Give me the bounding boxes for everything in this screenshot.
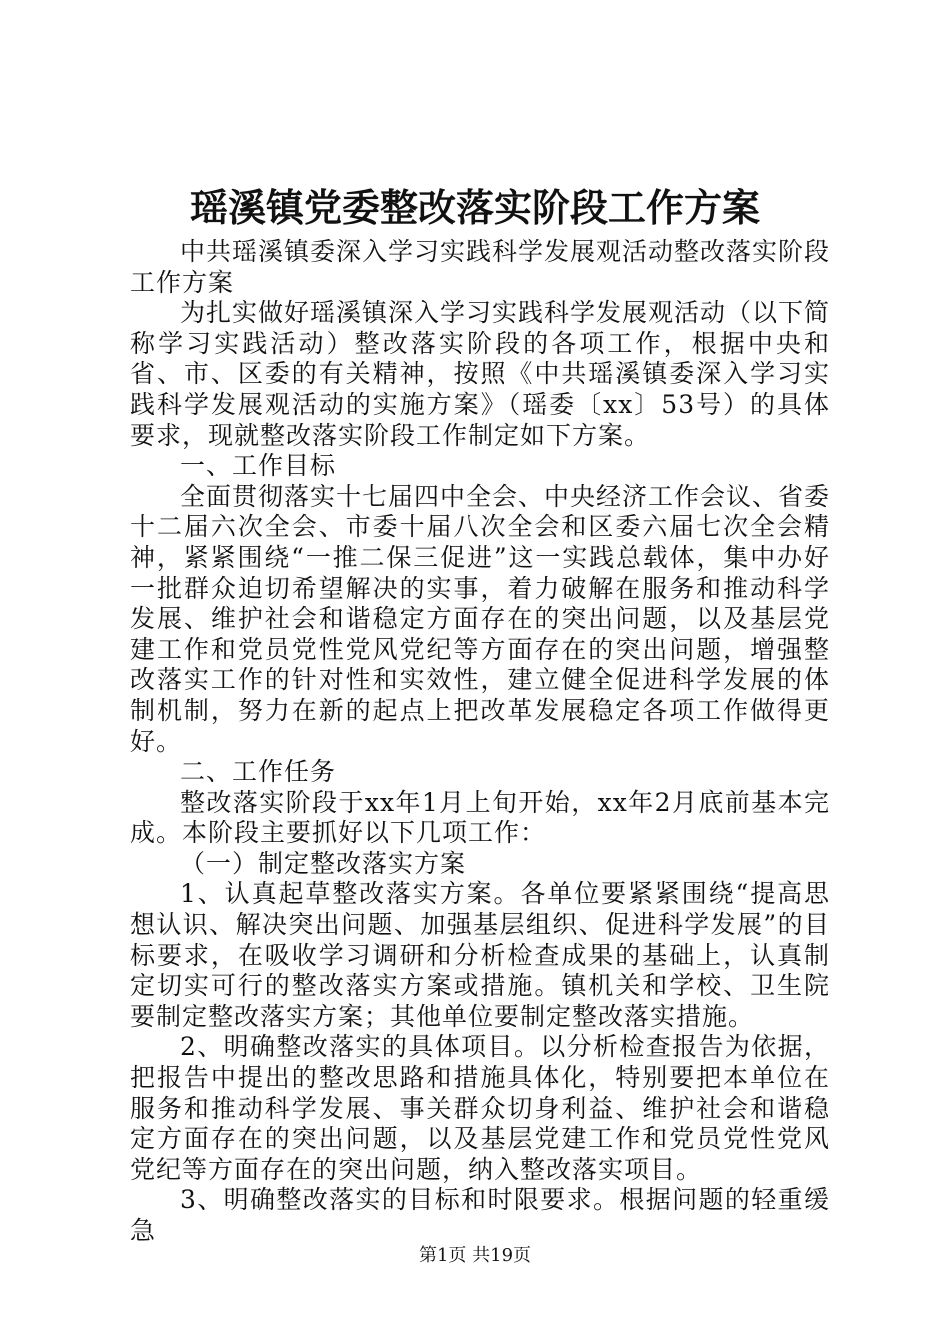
paragraph-item-2: 2、明确整改落实的具体项目。以分析检查报告为依据，把报告中提出的整改思路和措施具体化，特别要把本单位在服务和推动科学发展、事关群众切身利益、维护社会和谐稳定方面存在的突出问题，以及基层党建工作和党员党性党风党纪等方面存在的突出问题，纳入整改落实项目。: [130, 1032, 830, 1184]
paragraph-goals: 全面贯彻落实十七届四中全会、中央经济工作会议、省委十二届六次全会、市委十届八次全会和区委六届七次全会精神，紧紧围绕“一推二保三促进”这一实践总载体，集中办好一批群众迫切希望解决的实事，着力破解在服务和推动科学发展、维护社会和谐稳定方面存在的突出问题，以及基层党建工作和党员党性党风党纪等方面存在的突出问题，增强整改落实工作的针对性和实效性，建立健全促进科学发展的体制机制，努力在新的起点上把改革发展稳定各项工作做得更好。: [130, 481, 831, 756]
section-heading-goals: 一、工作目标: [180, 451, 337, 481]
paragraph-item-3: 3、明确整改落实的目标和时限要求。根据问题的轻重缓急: [130, 1185, 830, 1245]
paragraph-subtitle: 中共瑶溪镇委深入学习实践科学发展观活动整改落实阶段工作方案: [130, 237, 831, 297]
subsection-heading-plan: （一）制定整改落实方案: [180, 848, 467, 878]
paragraph-item-1: 1、认真起草整改落实方案。各单位要紧紧围绕“提高思想认识、解决突出问题、加强基层组织、促进科学发展”的目标要求，在吸收学习调研和分析检查成果的基础上，认真制定切实可行的整改落实方案或措施。镇机关和学校、卫生院要制定整改落实方案；其他单位要制定整改落实措施。: [130, 879, 830, 1031]
section-heading-tasks: 二、工作任务: [180, 757, 337, 787]
document-body: [130, 237, 830, 1247]
page-footer: 第1页 共19页: [418, 1245, 532, 1266]
paragraph-intro: 为扎实做好瑶溪镇深入学习实践科学发展观活动（以下简称学习实践活动）整改落实阶段的各项工作，根据中央和省、市、区委的有关精神，按照《中共瑶溪镇委深入学习实践科学发展观活动的实施方案》（瑶委〔xx〕53号）的具体要求，现就整改落实阶段工作制定如下方案。: [130, 298, 831, 450]
document-title: 瑶溪镇党委整改落实阶段工作方案: [189, 185, 760, 230]
paragraph-tasks: 整改落实阶段于xx年1月上旬开始，xx年2月底前基本完成。本阶段主要抓好以下几项工作：: [130, 787, 830, 848]
